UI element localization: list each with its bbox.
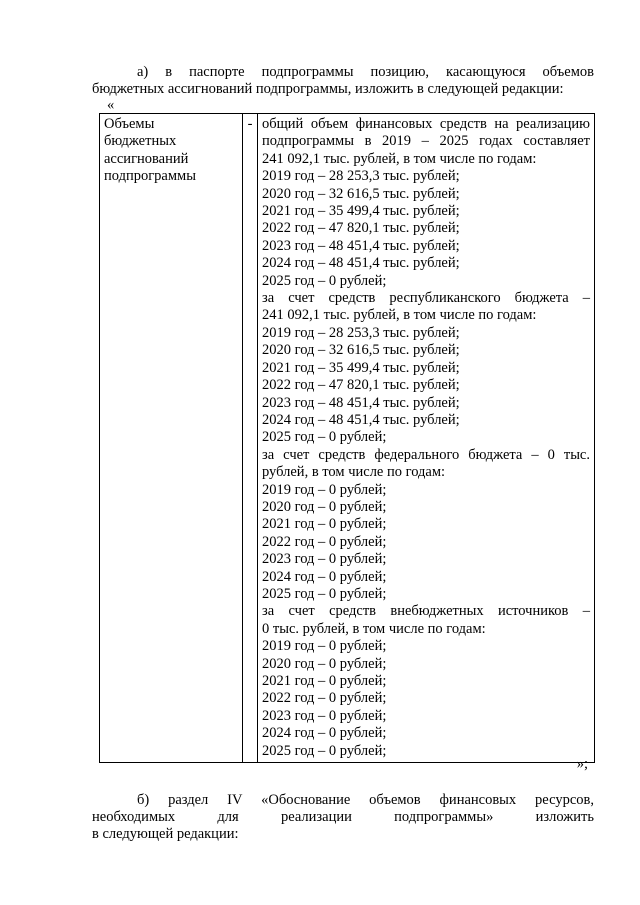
intro-line-2: бюджетных ассигнований подпрограммы, изложить в следующей редакции: [92, 81, 564, 97]
extrabudget-year-line: 2019 год – 0 рублей; [262, 638, 387, 655]
federal-year-line: 2024 год – 0 рублей; [262, 568, 387, 585]
extrabudget-line: за счет средств внебюджетных источников – [262, 603, 590, 620]
federal-line: за счет средств федерального бюджета – 0 тыс. [262, 446, 590, 463]
federal-year-line: 2025 год – 0 рублей; [262, 585, 387, 602]
total-line: 241 092,1 тыс. рублей, в том числе по годам: [262, 150, 537, 167]
extrabudget-year-line: 2023 год – 0 рублей; [262, 707, 387, 724]
section-b-line-2: необходимых для реализации подпрограммы» изложить [92, 809, 594, 825]
section-b-paragraph [92, 792, 594, 843]
republic-year-line: 2021 год – 35 499,4 тыс. рублей; [262, 359, 460, 376]
total-line: подпрограммы в 2019 – 2025 годах составляет [262, 133, 590, 150]
extrabudget-year-line: 2021 год – 0 рублей; [262, 673, 387, 689]
extrabudget-year-line: 2024 год – 0 рублей; [262, 725, 387, 742]
total-line: общий объем финансовых средств на реализацию [262, 116, 590, 132]
table-row [100, 114, 595, 763]
total-year-line: 2024 год – 48 451,4 тыс. рублей; [262, 255, 460, 272]
federal-line: рублей, в том числе по годам: [262, 464, 446, 481]
republic-line: 241 092,1 тыс. рублей, в том числе по годам: [262, 307, 537, 324]
label-line: ассигнований [104, 150, 189, 167]
section-b-line-3: в следующей редакции: [92, 826, 239, 842]
republic-year-line: 2025 год – 0 рублей; [262, 429, 387, 446]
total-year-line: 2025 год – 0 рублей; [262, 272, 387, 289]
total-year-line: 2022 год – 47 820,1 тыс. рублей; [262, 220, 460, 237]
budget-allocations-table [99, 113, 595, 763]
label-line: подпрограммы [104, 168, 196, 185]
republic-line: за счет средств республиканского бюджета – [262, 290, 590, 307]
republic-year-line: 2023 год – 48 451,4 тыс. рублей; [262, 394, 460, 411]
extrabudget-line: 0 тыс. рублей, в том числе по годам: [262, 620, 486, 637]
allocation-content-cell [258, 114, 595, 763]
republic-year-line: 2020 год – 32 616,5 тыс. рублей; [262, 342, 460, 359]
closing-quote: »; [576, 756, 588, 772]
extrabudget-year-line: 2020 год – 0 рублей; [262, 655, 387, 672]
intro-line-1: а) в паспорте подпрограммы позицию, касающуюся объемов [137, 64, 594, 80]
intro-paragraph [92, 64, 594, 98]
federal-year-line: 2022 год – 0 рублей; [262, 533, 387, 550]
federal-year-line: 2020 год – 0 рублей; [262, 498, 387, 515]
label-line: Объемы [104, 116, 155, 132]
total-year-line: 2020 год – 32 616,5 тыс. рублей; [262, 185, 460, 202]
total-year-line: 2019 год – 28 253,3 тыс. рублей; [262, 168, 460, 185]
total-year-line: 2021 год – 35 499,4 тыс. рублей; [262, 203, 460, 220]
republic-year-line: 2022 год – 47 820,1 тыс. рублей; [262, 377, 460, 394]
section-b-line-1: б) раздел IV «Обоснование объемов финансовых ресурсов, [137, 792, 594, 808]
extrabudget-year-line: 2022 год – 0 рублей; [262, 690, 387, 707]
label-line: бюджетных [104, 133, 177, 150]
opening-quote: « [107, 97, 115, 113]
extrabudget-year-line: 2025 год – 0 рублей; [262, 742, 387, 759]
dash-cell: - [243, 114, 258, 763]
position-label-cell [100, 114, 243, 763]
total-year-line: 2023 год – 48 451,4 тыс. рублей; [262, 237, 460, 254]
federal-year-line: 2019 год – 0 рублей; [262, 481, 387, 498]
republic-year-line: 2019 год – 28 253,3 тыс. рублей; [262, 324, 460, 341]
republic-year-line: 2024 год – 48 451,4 тыс. рублей; [262, 411, 460, 428]
federal-year-line: 2023 год – 0 рублей; [262, 551, 387, 568]
federal-year-line: 2021 год – 0 рублей; [262, 516, 387, 533]
